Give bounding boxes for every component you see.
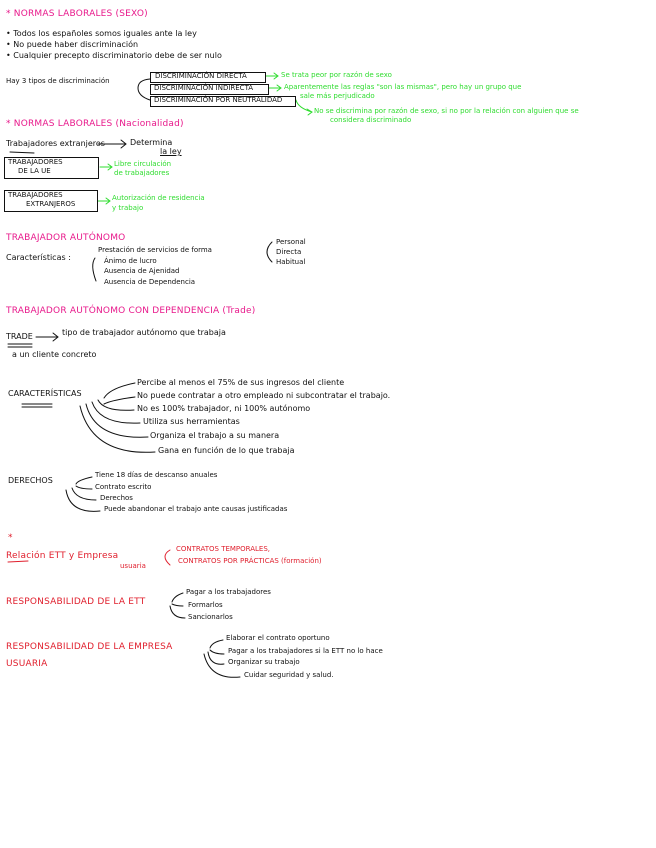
derecho-item: Puede abandonar el trabajo ante causas justificadas	[104, 505, 288, 513]
note-ext-2: y trabajo	[112, 204, 144, 212]
note-neutralidad-cont: considera discriminado	[330, 116, 412, 124]
trade-car-item: Gana en función de lo que trabaja	[158, 446, 295, 455]
box-ue-line1: TRABAJADORES	[8, 158, 63, 166]
tipo-directa: DISCRIMINACIÓN DIRECTA	[155, 72, 247, 80]
star-mark: *	[8, 533, 13, 543]
relacion-label: Relación ETT y Empresa	[6, 551, 119, 561]
tipos-label: Hay 3 tipos de discriminación	[6, 77, 110, 85]
responsabilidad-empresa-label-cont: USUARIA	[6, 659, 48, 669]
autonomo-item: Ausencia de Ajenidad	[104, 267, 180, 275]
arrow-trade	[36, 333, 58, 341]
box-ext-line2: EXTRANJEROS	[26, 200, 76, 208]
autonomo-item: Ánimo de lucro	[104, 257, 157, 265]
derecho-item: Derechos	[100, 494, 133, 502]
trade-car-item: Utiliza sus herramientas	[143, 417, 240, 426]
trade-definition-cont: a un cliente concreto	[12, 350, 97, 359]
trade-car-item: Percibe al menos el 75% de sus ingresos del cliente	[137, 378, 345, 387]
curve-1	[104, 383, 135, 398]
trade-word: TRADE	[6, 332, 33, 341]
caracteristicas-label: Características :	[6, 253, 71, 262]
relacion-label-cont: usuaria	[120, 562, 146, 570]
note-neutralidad: No se discrimina por razón de sexo, si no por la relación con alguien que se	[314, 107, 579, 115]
relacion-item: CONTRATOS POR PRÁCTICAS (formación)	[178, 557, 322, 565]
trade-car-item: No puede contratar a otro empleado ni subcontratar el trabajo.	[137, 391, 391, 400]
note-indirecta-cont: sale más perjudicado	[300, 92, 375, 100]
note-ext-1: Autorización de residencia	[112, 194, 205, 202]
empresa-item: Cuidar seguridad y salud.	[244, 671, 334, 679]
brace-forma	[267, 242, 272, 262]
la-ley-label: la ley	[160, 147, 182, 156]
tipo-indirecta: DISCRIMINACIÓN INDIRECTA	[154, 84, 254, 92]
empresa-item: Organizar su trabajo	[228, 658, 300, 666]
trade-car-item: Organiza el trabajo a su manera	[150, 431, 280, 440]
section-title-nacionalidad: * NORMAS LABORALES (Nacionalidad)	[6, 119, 184, 129]
relacion-item: CONTRATOS TEMPORALES,	[176, 545, 271, 553]
ett-item: Pagar a los trabajadores	[186, 588, 271, 596]
ett-item: Formarlos	[188, 601, 223, 609]
box-ue-line2: DE LA UE	[18, 167, 51, 175]
bullet-item: • Todos los españoles somos iguales ante la ley	[6, 29, 197, 38]
derechos-label: DERECHOS	[8, 476, 53, 485]
empresa-item: Pagar a los trabajadores si la ETT no lo hace	[228, 647, 383, 655]
trade-car-item: No es 100% trabajador, ni 100% autónomo	[137, 404, 311, 413]
note-ue-2: de trabajadores	[114, 169, 170, 177]
autonomo-item: Prestación de servicios de forma	[98, 246, 212, 254]
brace-tipos	[138, 79, 150, 100]
underline-trade	[8, 344, 32, 347]
ett-item: Sancionarlos	[188, 613, 233, 621]
forma-habitual: Habitual	[276, 258, 306, 266]
tipo-neutralidad: DISCRIMINACIÓN POR NEUTRALIDAD	[154, 96, 283, 104]
bullet-item: • No puede haber discriminación	[6, 40, 139, 49]
section-title-sexo: * NORMAS LABORALES (SEXO)	[6, 9, 148, 19]
box-ext-line1: TRABAJADORES	[8, 191, 63, 199]
section-title-trade: TRABAJADOR AUTÓNOMO CON DEPENDENCIA (Trade)	[6, 306, 256, 316]
derecho-item: Tiene 18 días de descanso anuales	[95, 471, 218, 479]
responsabilidad-empresa-label: RESPONSABILIDAD DE LA EMPRESA	[6, 642, 173, 652]
trade-caracteristicas-label: CARACTERÍSTICAS	[8, 389, 82, 398]
brace-caracteristicas	[93, 258, 96, 281]
trade-definition: tipo de trabajador autónomo que trabaja	[62, 328, 226, 337]
note-indirecta: Aparentemente las reglas "son las mismas", pero hay un grupo que	[284, 83, 522, 91]
derecho-item: Contrato escrito	[95, 483, 152, 491]
empresa-item: Elaborar el contrato oportuno	[226, 634, 330, 642]
forma-directa: Directa	[276, 248, 302, 256]
bullet-item: • Cualquier precepto discriminatorio debe de ser nulo	[6, 51, 222, 60]
forma-personal: Personal	[276, 238, 306, 246]
responsabilidad-ett-label: RESPONSABILIDAD DE LA ETT	[6, 597, 146, 607]
note-directa: Se trata peor por razón de sexo	[281, 71, 392, 79]
autonomo-item: Ausencia de Dependencia	[104, 278, 196, 286]
determina-label: Determina	[130, 138, 173, 147]
section-title-autonomo: TRABAJADOR AUTÓNOMO	[6, 233, 126, 243]
note-ue-1: Libre circulación	[114, 160, 172, 168]
underline	[10, 152, 34, 153]
extranjeros-label: Trabajadores extranjeros	[6, 139, 105, 148]
